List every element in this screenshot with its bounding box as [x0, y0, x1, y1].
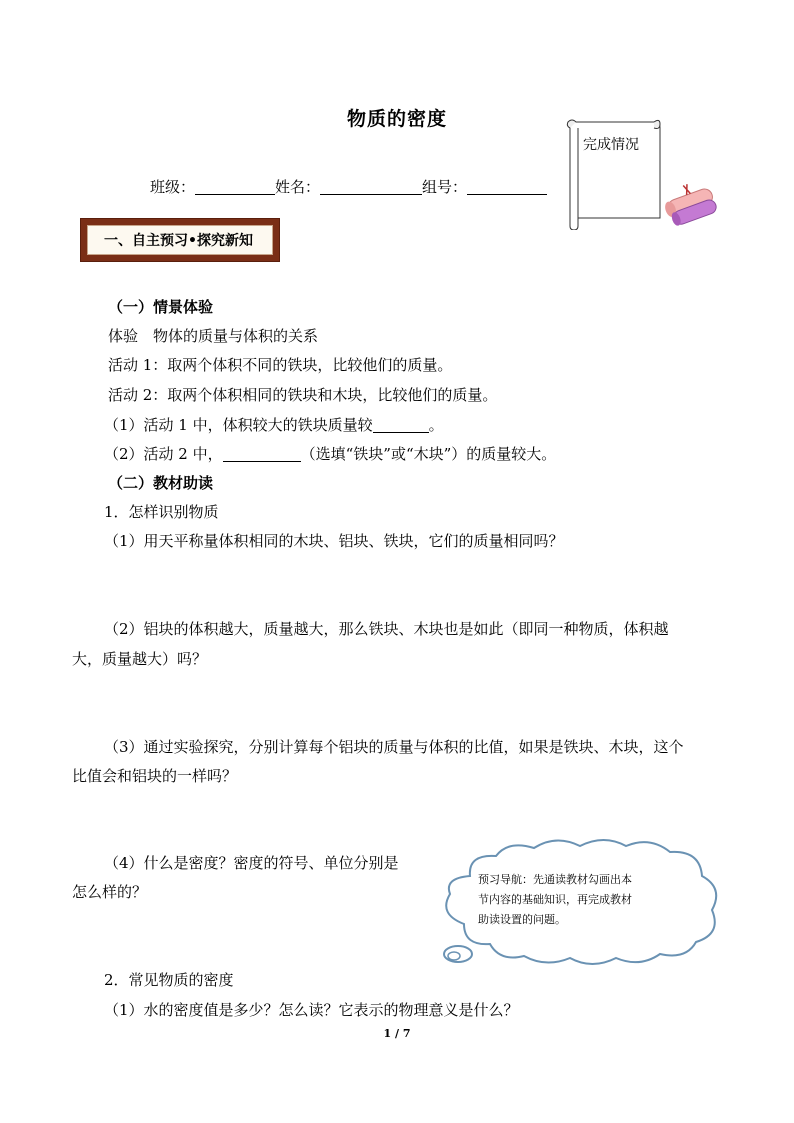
preview-guide-note: [478, 870, 678, 930]
class-label: 班级：: [150, 178, 196, 196]
answer-blank-1[interactable]: [373, 416, 429, 433]
section-header-text: 一、自主预习•探究新知: [87, 225, 273, 255]
guide-line-2: 节内容的基础知识，再完成教材: [478, 893, 632, 906]
item-1-heading: 1．怎样识别物质: [104, 503, 219, 521]
question-identify-4-line1: （4）什么是密度？密度的符号、单位分别是: [104, 854, 399, 872]
question-identify-2-line2: 大，质量越大）吗？: [72, 650, 208, 668]
activity2-line: 活动 2：取两个体积相同的铁块和木块，比较他们的质量。: [108, 386, 498, 404]
part2-heading: （二）教材助读: [108, 474, 214, 492]
guide-line-1: 预习导航：先通读教材勾画出本: [478, 873, 632, 886]
name-label: 姓名：: [275, 178, 321, 196]
question-2-line: [104, 443, 556, 464]
completion-status-label: 完成情况: [583, 137, 639, 153]
section-header-plate: [80, 218, 280, 262]
answer-blank-2[interactable]: [223, 445, 301, 462]
page-title: 物质的密度: [346, 108, 447, 130]
part1-heading: （一）情景体验: [108, 298, 214, 316]
question-identify-3-line1: （3）通过实验探究，分别计算每个铝块的质量与体积的比值，如果是铁块、木块，这个: [104, 738, 684, 756]
experience-line: 体验 物体的质量与体积的关系: [108, 327, 319, 345]
group-blank[interactable]: [467, 178, 547, 195]
class-blank[interactable]: [195, 178, 275, 195]
diploma-scroll-icon: [660, 176, 722, 232]
name-blank[interactable]: [320, 178, 422, 195]
guide-line-3: 助读设置的问题。: [478, 913, 566, 926]
activity1-line: 活动 1：取两个体积不同的铁块，比较他们的质量。: [108, 356, 453, 374]
question-1-line: [104, 414, 444, 435]
question-1-prefix: （1）活动 1 中，体积较大的铁块质量较: [104, 416, 373, 434]
item-2-heading: 2．常见物质的密度: [104, 971, 234, 989]
question-2-suffix: （选填“铁块”或“木块”）的质量较大。: [300, 445, 557, 463]
question-identify-2-line1: （2）铝块的体积越大，质量越大，那么铁块、木块也是如此（即同一种物质，体积越: [104, 620, 669, 638]
question-identify-3-line2: 比值会和铝块的一样吗？: [72, 767, 238, 785]
question-identify-4-line2: 怎么样的？: [72, 883, 148, 901]
page-number: 1 / 7: [383, 1027, 411, 1040]
student-info-line: [150, 176, 547, 197]
group-label: 组号：: [422, 178, 468, 196]
question-1-suffix: 。: [428, 416, 444, 434]
question-identify-1: （1）用天平称量体积相同的木块、铝块、铁块，它们的质量相同吗？: [104, 532, 564, 550]
question-2-prefix: （2）活动 2 中，: [104, 445, 223, 463]
question-water-density: （1）水的密度值是多少？怎么读？它表示的物理意义是什么？: [104, 1001, 519, 1019]
